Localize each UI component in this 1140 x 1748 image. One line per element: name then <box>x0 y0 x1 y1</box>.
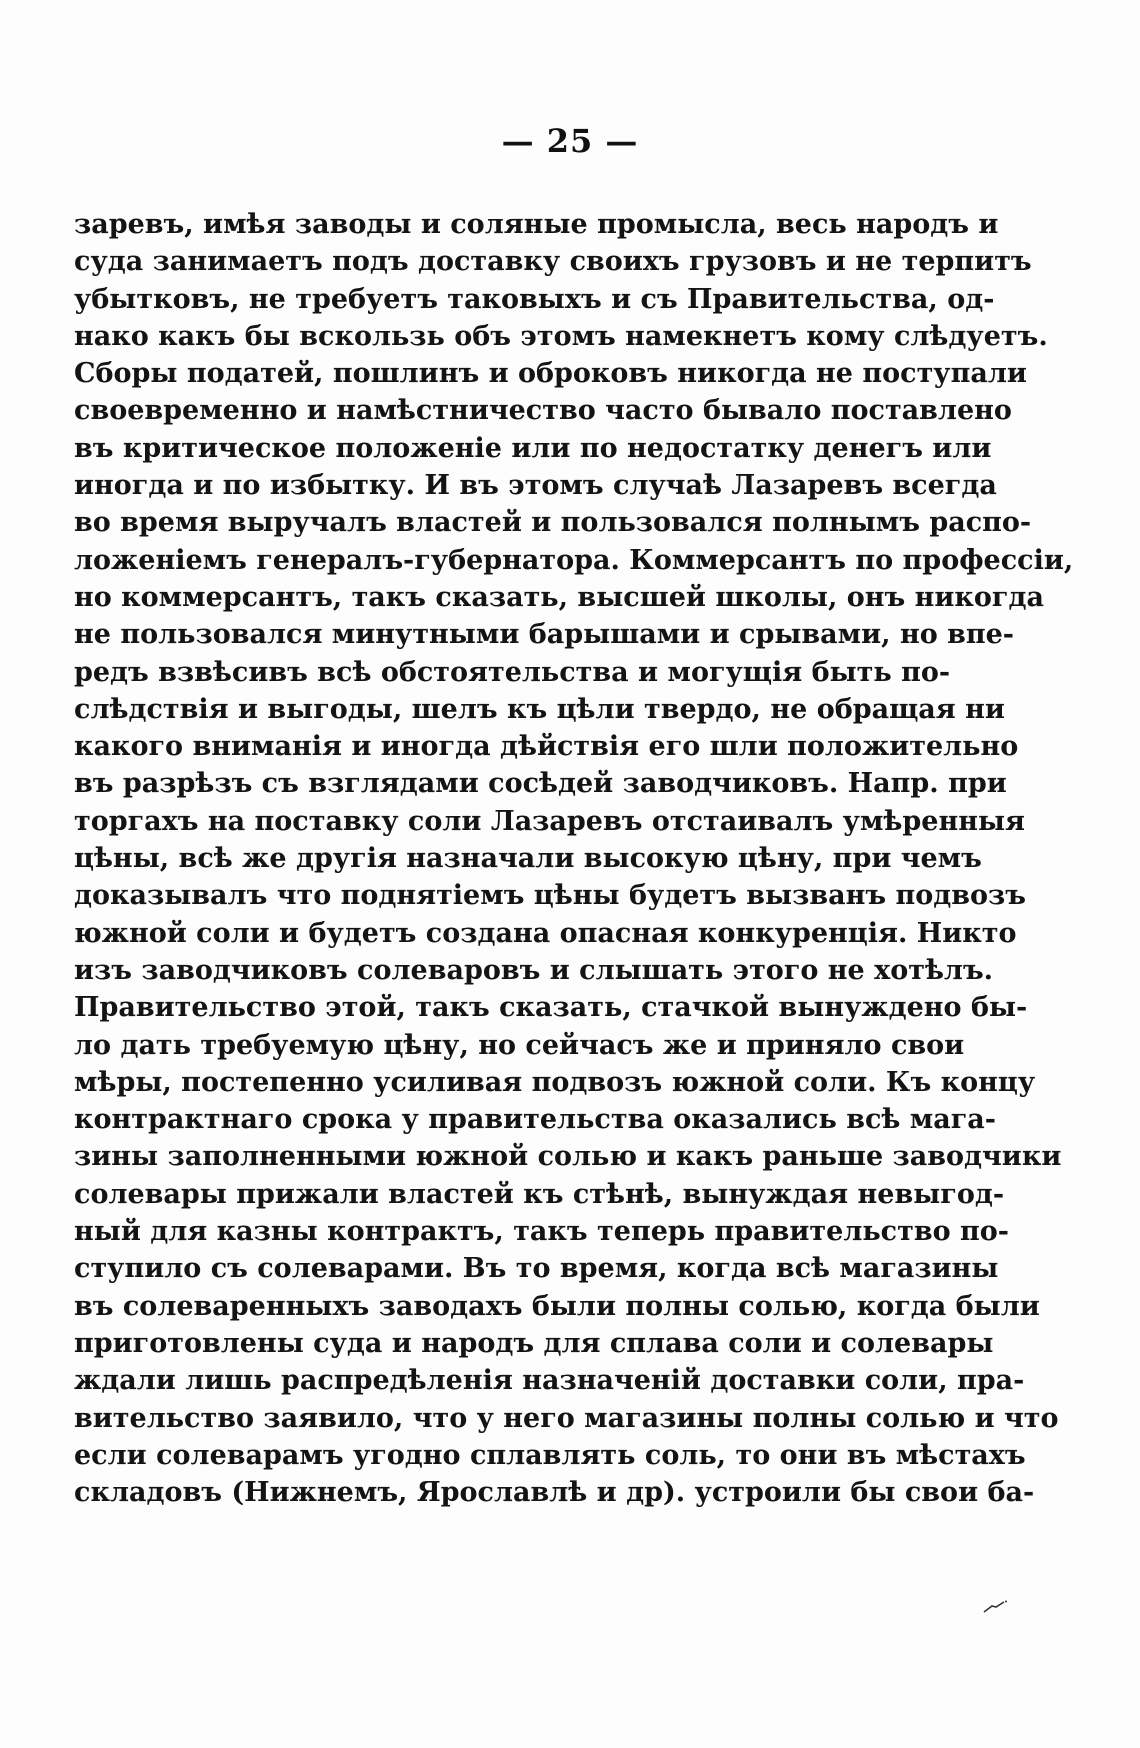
text-line: южной соли и будетъ создана опасная конкуренція. Никто <box>74 917 1017 949</box>
text-line: складовъ (Нижнемъ, Ярославлѣ и др). устроили бы свои ба- <box>74 1477 1035 1509</box>
page-number: — 25 — <box>501 122 639 160</box>
text-line: если солеварамъ угодно сплавлять соль, то они въ мѣстахъ <box>74 1439 1026 1471</box>
text-line: зины заполненными южной солью и какъ раньше заводчики <box>74 1141 1062 1173</box>
text-line: въ солеваренныхъ заводахъ были полны солью, когда были <box>74 1290 1040 1322</box>
text-line: вительство заявило, что у него магазины полны солью и что <box>74 1402 1059 1434</box>
text-line: нако какъ бы вскользь объ этомъ намекнетъ кому слѣдуетъ. <box>74 320 1048 352</box>
text-line: Сборы податей, пошлинъ и оброковъ никогда не поступали <box>74 358 1027 390</box>
text-line: заревъ, имѣя заводы и соляные промысла, весь народъ и <box>74 209 999 240</box>
text-line: убытковъ, не требуетъ таковыхъ и съ Правительства, од- <box>74 283 995 315</box>
text-line: слѣдствія и выгоды, шелъ къ цѣли твердо, не обращая ни <box>74 693 1005 725</box>
ink-speck <box>982 1600 1008 1614</box>
text-line: въ разрѣзъ съ взглядами сосѣдей заводчиковъ. Напр. при <box>74 768 1007 800</box>
text-line: суда занимаетъ подъ доставку своихъ грузовъ и не терпитъ <box>74 246 1032 278</box>
text-line: приготовлены суда и народъ для сплава соли и солевары <box>74 1327 994 1359</box>
text-line: какого вниманія и иногда дѣйствія его шли положительно <box>74 731 1019 763</box>
text-line: во время выручалъ властей и пользовался полнымъ распо- <box>74 507 1032 539</box>
text-line: солевары прижали властей къ стѣнѣ, вынуждая невыгод- <box>74 1178 1005 1210</box>
text-line: иногда и по избытку. И въ этомъ случаѣ Лазаревъ всегда <box>74 470 997 502</box>
text-line: ло дать требуемую цѣну, но сейчасъ же и приняло свои <box>74 1029 965 1061</box>
text-line: не пользовался минутными барышами и срывами, но впе- <box>74 619 1015 651</box>
text-line: но коммерсантъ, такъ сказать, высшей школы, онъ никогда <box>74 581 1044 613</box>
text-line: мѣры, постепенно усиливая подвозъ южной соли. Къ концу <box>74 1066 1036 1098</box>
text-line: доказывалъ что поднятіемъ цѣны будетъ вызванъ подвозъ <box>74 880 1026 912</box>
text-line: ложеніемъ генералъ-губернатора. Коммерсантъ по профессіи, <box>74 544 1074 576</box>
text-line: ступило съ солеварами. Въ то время, когда всѣ магазины <box>74 1253 999 1285</box>
body-text <box>74 206 1074 1511</box>
text-line: редъ взвѣсивъ всѣ обстоятельства и могущія быть по- <box>74 656 951 688</box>
text-line: цѣны, всѣ же другія назначали высокую цѣну, при чемъ <box>74 843 982 875</box>
text-line: ждали лишь распредѣленія назначеній доставки соли, пра- <box>74 1365 1025 1397</box>
text-line: своевременно и намѣстничество часто бывало поставлено <box>74 395 1012 427</box>
text-line: ный для казны контрактъ, такъ теперь правительство по- <box>74 1216 1009 1248</box>
text-line: Правительство этой, такъ сказать, стачкой вынуждено бы- <box>74 992 1028 1024</box>
text-line: изъ заводчиковъ солеваровъ и слышать этого не хотѣлъ. <box>74 954 994 986</box>
text-line: въ критическое положеніе или по недостатку денегъ или <box>74 432 992 464</box>
text-line: контрактнаго срока у правительства оказались всѣ мага- <box>74 1104 996 1136</box>
text-line: торгахъ на поставку соли Лазаревъ отстаивалъ умѣренныя <box>74 805 1025 837</box>
